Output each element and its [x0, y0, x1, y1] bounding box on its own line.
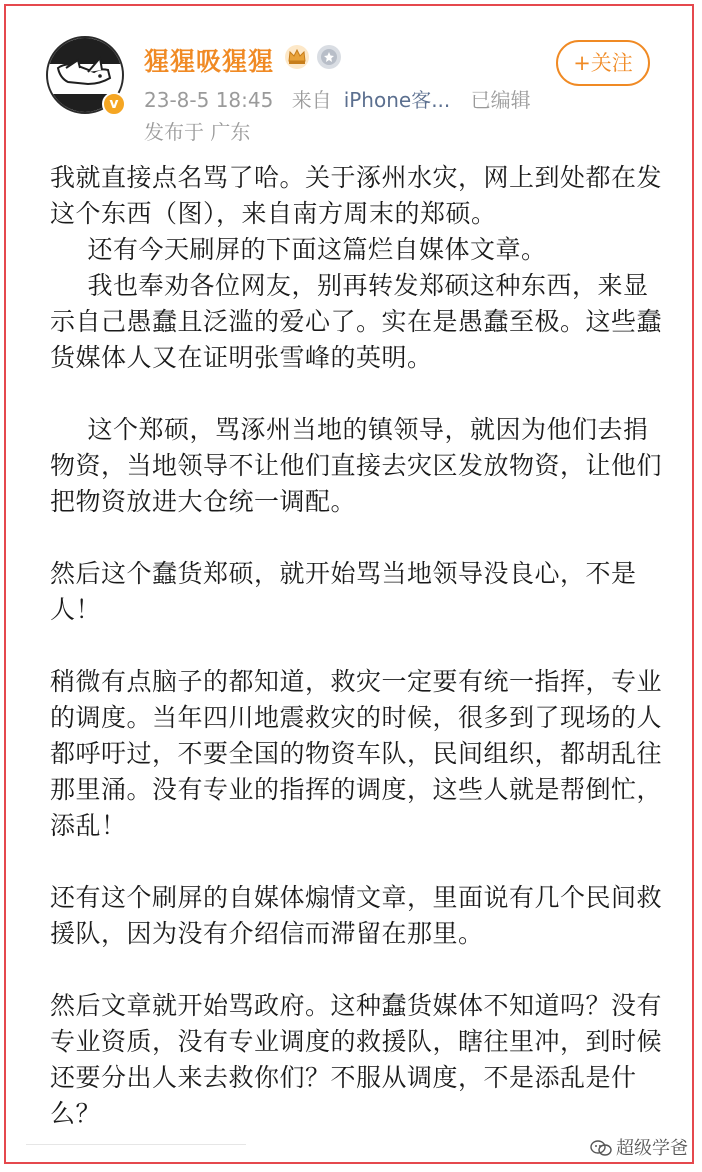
paragraph-gap — [50, 376, 670, 412]
paragraph-3: 我也奉劝各位网友，别再转发郑硕这种东西，来显示自己愚蠢且泛滥的爱心了。实在是愚蠢至极。这些蠢货媒体人又在证明张雪峰的英明。 — [50, 271, 663, 372]
post-date: 23-8-5 18:45 — [144, 88, 274, 112]
post-meta — [144, 84, 543, 113]
paragraph-8: 然后文章就开始骂政府。这种蠢货媒体不知道吗？没有专业资质，没有专业调度的救援队，瞎往里冲，到时候还要分出人来去救你们？不服从调度，不是添乱是什么？ — [50, 991, 663, 1128]
paragraph-2: 还有今天刷屏的下面这篇烂自媒体文章。 — [87, 235, 547, 264]
post-location: 发布于 广东 — [144, 120, 251, 144]
post-source-prefix: 来自 — [291, 88, 332, 112]
paragraph-gap — [50, 520, 670, 556]
wechat-icon — [590, 1139, 612, 1157]
medal-icon — [316, 44, 342, 70]
paragraph-gap — [50, 628, 670, 664]
watermark — [590, 1134, 688, 1160]
bottom-divider — [26, 1144, 246, 1145]
verified-badge-icon: v — [102, 92, 126, 116]
paragraph-5: 然后这个蠢货郑硕，就开始骂当地领导没良心，不是人！ — [50, 559, 637, 624]
paragraph-6: 稍微有点脑子的都知道，救灾一定要有统一指挥，专业的调度。当年四川地震救灾的时候，很多到了现场的人都呼吁过，不要全国的物资车队，民间组织，都胡乱往那里涌。没有专业的指挥的调度，这些人就是帮倒忙，添乱！ — [50, 667, 663, 840]
follow-button[interactable]: +关注 — [556, 40, 650, 86]
edited-label: 已编辑 — [470, 88, 531, 112]
watermark-text: 超级学爸 — [616, 1138, 688, 1159]
post-frame — [4, 4, 694, 1164]
username[interactable]: 猩猩吸猩猩 — [144, 47, 275, 76]
post-content — [50, 160, 670, 1132]
paragraph-1: 我就直接点名骂了哈。关于涿州水灾，网上到处都在发这个东西（图），来自南方周末的郑硕。 — [50, 163, 663, 228]
paragraph-7: 还有这个刷屏的自媒体煽情文章，里面说有几个民间救援队，因为没有介绍信而滞留在那里。 — [50, 883, 663, 948]
paragraph-gap — [50, 952, 670, 988]
crown-icon — [284, 44, 310, 70]
paragraph-gap — [50, 844, 670, 880]
paragraph-4: 这个郑硕，骂涿州当地的镇领导，就因为他们去捐物资，当地领导不让他们直接去灾区发放物资，让他们把物资放进大仓统一调配。 — [50, 415, 663, 516]
post-source-link[interactable]: iPhone客... — [343, 88, 451, 112]
